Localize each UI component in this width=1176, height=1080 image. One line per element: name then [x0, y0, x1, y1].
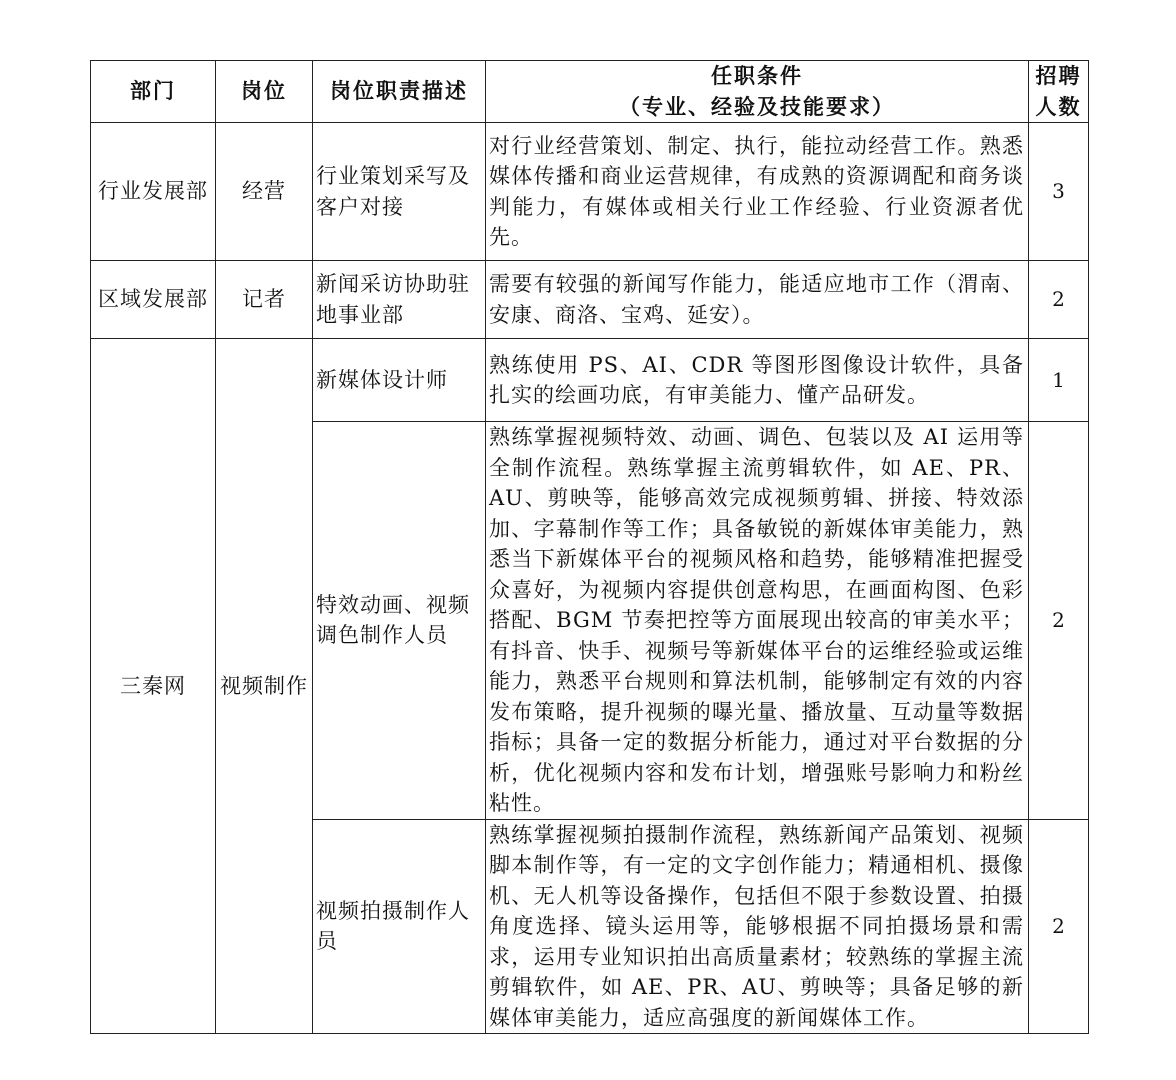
cell-count: 2 [1029, 261, 1089, 339]
header-count [1029, 61, 1089, 123]
header-requirements [486, 61, 1029, 123]
cell-requirements: 需要有较强的新闻写作能力，能适应地市工作（渭南、安康、商洛、宝鸡、延安）。 [486, 261, 1029, 339]
cell-duty: 行业策划采写及客户对接 [313, 123, 486, 261]
cell-requirements: 熟练掌握视频拍摄制作流程，熟练新闻产品策划、视频脚本制作等，有一定的文字创作能力；精通相机、摄像机、无人机等设备操作，包括但不限于参数设置、拍摄角度选择、镜头运用等，能够根据不同拍摄场景和需求，运用专业知识拍出高质量素材；较熟练的掌握主流剪辑软件，如 AE、PR、AU、剪映等；具备足够的新媒体审美能力，适应高强度的新闻媒体工作。 [486, 819, 1029, 1034]
cell-position: 经营 [216, 123, 313, 261]
header-count-line2: 人数 [1035, 93, 1082, 119]
recruitment-table [90, 60, 1089, 1034]
cell-duty: 特效动画、视频调色制作人员 [313, 422, 486, 820]
header-count-line1: 招聘 [1035, 63, 1082, 88]
cell-count: 2 [1029, 819, 1089, 1034]
cell-dept: 区域发展部 [91, 261, 216, 339]
cell-requirements: 熟练掌握视频特效、动画、调色、包装以及 AI 运用等全制作流程。熟练掌握主流剪辑软件，如 AE、PR、AU、剪映等，能够高效完成视频剪辑、拼接、特效添加、字幕制作等工作；具备敏锐的新媒体审美能力，熟悉当下新媒体平台的视频风格和趋势，能够精准把握受众喜好，为视频内容提供创意构思，在画面构图、色彩搭配、BGM 节奏把控等方面展现出较高的审美水平；有抖音、快手、视频号等新媒体平台的运维经验或运维能力，熟悉平台规则和算法机制，能够制定有效的内容发布策略，提升视频的曝光量、播放量、互动量等数据指标；具备一定的数据分析能力，通过对平台数据的分析，优化视频内容和发布计划，增强账号影响力和粉丝粘性。 [486, 422, 1029, 820]
cell-position: 记者 [216, 261, 313, 339]
cell-count: 2 [1029, 422, 1089, 820]
header-duty: 岗位职责描述 [313, 61, 486, 123]
header-dept: 部门 [91, 61, 216, 123]
cell-position: 视频制作 [216, 339, 313, 1034]
header-row [91, 61, 1089, 123]
cell-requirements: 熟练使用 PS、AI、CDR 等图形图像设计软件，具备扎实的绘画功底，有审美能力、懂产品研发。 [486, 339, 1029, 422]
recruitment-table-container [90, 60, 1088, 1034]
cell-count: 1 [1029, 339, 1089, 422]
table-row [91, 123, 1089, 261]
header-requirements-line2: （专业、经验及技能要求） [619, 93, 895, 119]
cell-requirements: 对行业经营策划、制定、执行，能拉动经营工作。熟悉媒体传播和商业运营规律，有成熟的资源调配和商务谈判能力，有媒体或相关行业工作经验、行业资源者优先。 [486, 123, 1029, 261]
table-row [91, 261, 1089, 339]
header-requirements-line1: 任职条件 [711, 63, 803, 88]
cell-dept: 行业发展部 [91, 123, 216, 261]
cell-duty: 视频拍摄制作人员 [313, 819, 486, 1034]
table-row [91, 339, 1089, 422]
header-position: 岗位 [216, 61, 313, 123]
cell-count: 3 [1029, 123, 1089, 261]
cell-duty: 新闻采访协助驻地事业部 [313, 261, 486, 339]
cell-duty: 新媒体设计师 [313, 339, 486, 422]
cell-dept: 三秦网 [91, 339, 216, 1034]
